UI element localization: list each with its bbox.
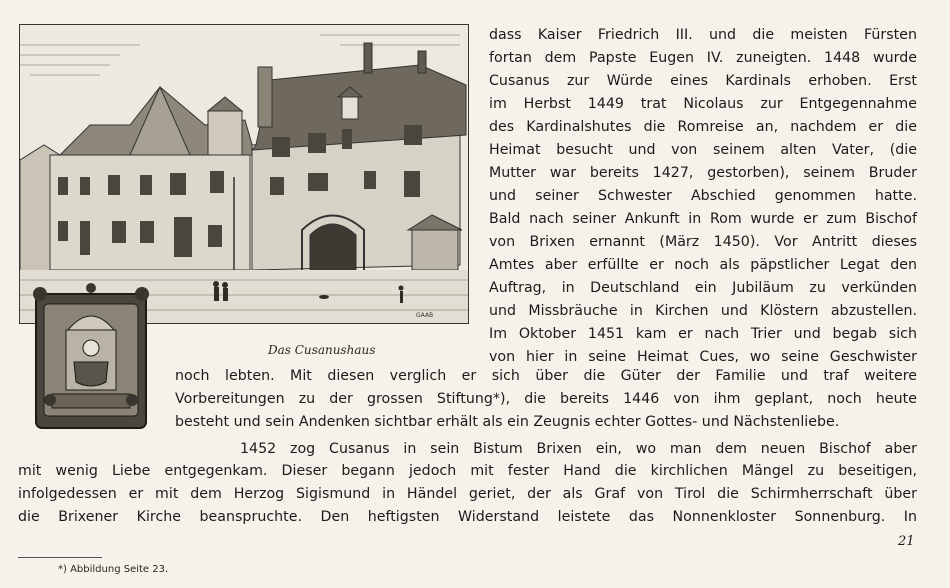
footnote: *) Abbildung Seite 23. — [58, 564, 169, 575]
text-line: Heimat besucht und von seinem alten Vater, (die — [489, 142, 917, 158]
text-line: Cusanus zur Würde eines Kardinals erhoben. Erst — [489, 73, 917, 89]
text-line: von Brixen ernannt (März 1450). Vor Antritt dieses — [489, 234, 917, 250]
text-line: Auftrag, in Deutschland ein Jubiläum zu verkünden — [489, 280, 917, 296]
text-line: fortan dem Papste Eugen IV. zuneigten. 1448 wurde — [489, 50, 917, 66]
text-line: mit wenig Liebe entgegenkam. Dieser begann jedoch mit fester Hand die kirchlichen Mängel zu beseitigen, — [18, 463, 917, 479]
text-line: des Kardinalshutes die Romreise an, nachdem er die — [489, 119, 917, 135]
text-line: Bald nach seiner Ankunft in Rom wurde er zum Bischof — [489, 211, 917, 227]
text-line: infolgedessen er mit dem Herzog Sigismund in Händel geriet, der als Graf von Tirol die Schirmherrschaft über — [18, 486, 917, 502]
text-line: 1452 zog Cusanus in sein Bistum Brixen ein, wo man dem neuen Bischof aber — [240, 441, 917, 457]
text-line: Mutter war bereits 1427, gestorben), seinem Bruder — [489, 165, 917, 181]
text-line: dass Kaiser Friedrich III. und die meisten Fürsten — [489, 27, 917, 43]
text-line: von hier in seine Heimat Cues, wo seine Geschwister — [489, 349, 917, 365]
page-number: 21 — [898, 534, 915, 549]
text-line: und seiner Schwester Abschied genommen hatte. — [489, 188, 917, 204]
text-line: Im Oktober 1451 kam er nach Trier und begab sich — [489, 326, 917, 342]
svg-text:GAAB: GAAB — [416, 312, 434, 319]
text-line: Amtes aber erfüllte er noch als päpstlicher Legat den — [489, 257, 917, 273]
text-line: und Missbräuche in Kirchen und Klöstern abzustellen. — [489, 303, 917, 319]
figure-caption: Das Cusanushaus — [268, 343, 376, 357]
text-line: besteht und sein Andenken sichtbar erhält als ein Zeugnis echter Gottes- und Nächstenliebe. — [175, 414, 840, 430]
coat-of-arms-plaque — [30, 282, 152, 434]
text-line: im Herbst 1449 trat Nicolaus zur Entgegennahme — [489, 96, 917, 112]
text-line: noch lebten. Mit diesen verglich er sich über die Güter der Familie und traf weitere — [175, 368, 917, 384]
cusanushaus-illustration — [19, 24, 469, 324]
text-line: die Brixener Kirche beanspruchte. Den heftigsten Widerstand leistete das Nonnenkloster Sonnenburg. In — [18, 509, 917, 525]
text-line: Vorbereitungen zu der grossen Stiftung*), die bereits 1446 von ihm geplant, noch heute — [175, 391, 917, 407]
footnote-divider — [18, 557, 102, 558]
